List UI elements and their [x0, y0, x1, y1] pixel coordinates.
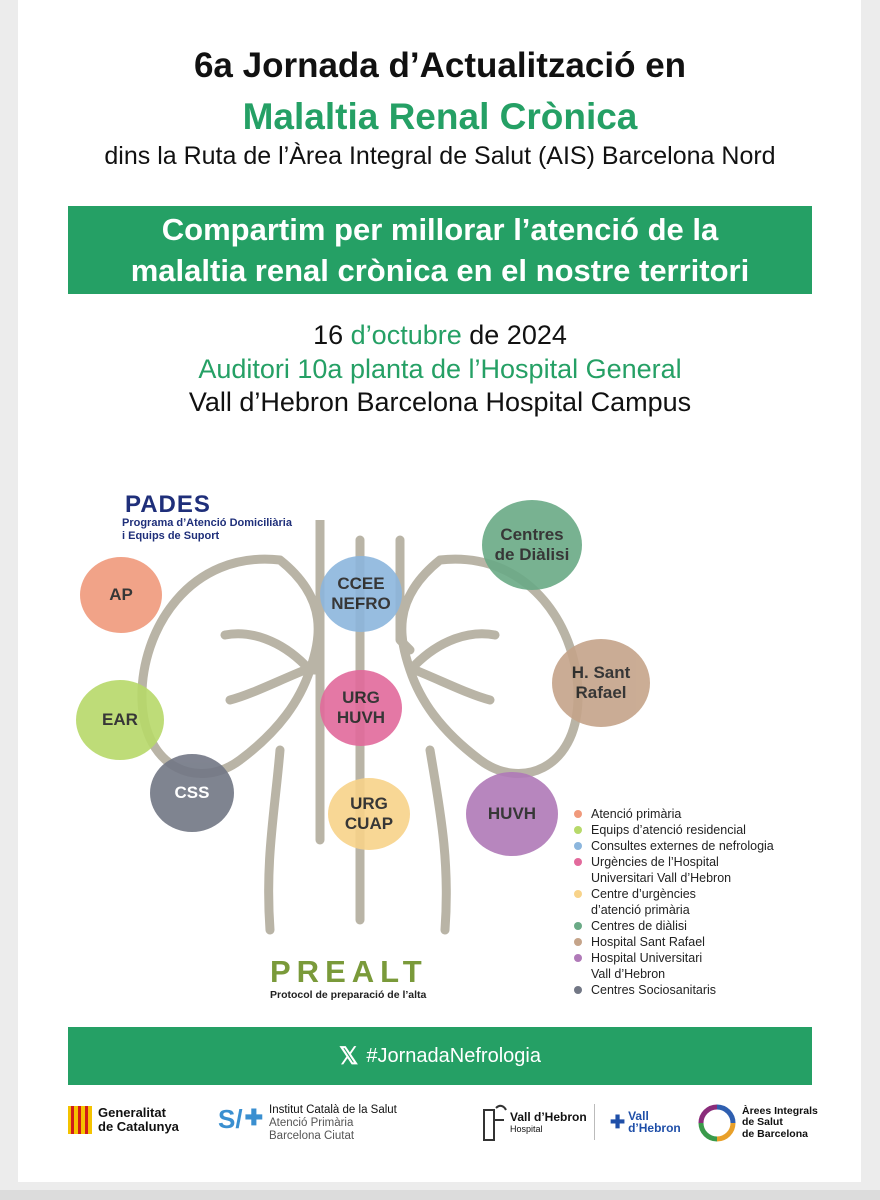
logo-ais-barcelona: [698, 1104, 818, 1142]
prealt-title: PREALT: [270, 954, 428, 989]
legend-item: [574, 838, 814, 854]
page-bottom-edge: [0, 1190, 880, 1200]
node-urg-cuap-label-1: URG: [350, 794, 388, 813]
node-centres-dialisi: [482, 500, 582, 590]
logo-generalitat: [68, 1106, 179, 1134]
node-ccee-label-2: NEFRO: [331, 594, 391, 613]
node-ccee-nefro: [320, 556, 402, 632]
title-line-2: Malaltia Renal Crònica: [242, 96, 638, 137]
legend-label: Urgències de l’Hospital Universitari Vall d’Hebron: [591, 855, 732, 885]
date-day: 16: [313, 320, 344, 350]
node-ear: [76, 680, 164, 760]
pades-title: PADES: [125, 491, 211, 518]
legend-item: [574, 982, 814, 998]
node-css: [150, 754, 234, 832]
legend-label: Centres de diàlisi: [591, 919, 687, 933]
node-urg-huvh-label-1: URG: [342, 688, 380, 707]
vh-hospital-icon: [480, 1102, 508, 1142]
venue-line-1: Auditori 10a planta de l’Hospital General: [198, 354, 682, 384]
legend-item: [574, 950, 814, 982]
node-h-sant-rafael: [552, 639, 650, 727]
ics-line-1: Institut Català de la Salut: [269, 1104, 397, 1116]
legend-item: [574, 806, 814, 822]
hashtag-bar: [68, 1027, 812, 1085]
node-urg-huvh: [320, 670, 402, 746]
node-huvh-label: HUVH: [487, 804, 537, 823]
legend-item: [574, 886, 814, 918]
ics-line-2: Atenció Primària: [269, 1117, 354, 1129]
legend-dot-icon: [574, 954, 582, 962]
event-date: [0, 320, 880, 351]
legend-dot-icon: [574, 858, 582, 866]
legend-label: Consultes externes de nefrologia: [591, 839, 774, 853]
ics-line-3: Barcelona Ciutat: [269, 1130, 355, 1142]
date-year: de 2024: [469, 320, 567, 350]
node-ear-label: EAR: [102, 710, 138, 729]
logo-vall-hebron-campus: [610, 1110, 681, 1134]
node-dialisi-label-1: Centres: [500, 525, 564, 544]
generalitat-line-2: de Catalunya: [98, 1119, 179, 1134]
legend-dot-icon: [574, 986, 582, 994]
legend-dot-icon: [574, 890, 582, 898]
node-sant-rafael-label-2: Rafael: [575, 683, 627, 702]
legend-label: Centre d’urgències d’atenció primària: [591, 887, 696, 917]
ais-line-1: Àrees Integrals: [742, 1104, 818, 1117]
hashtag-text: #JornadaNefrologia: [366, 1044, 541, 1067]
left-kidney-outline: [142, 559, 318, 773]
vh-hospital-line-1: Vall d’Hebron: [510, 1110, 587, 1124]
legend-label: Equips d’atenció residencial: [591, 823, 746, 837]
legend-item: [574, 822, 814, 838]
logo-divider: [594, 1104, 595, 1140]
legend-dot-icon: [574, 810, 582, 818]
vh-campus-cross-icon: ✚: [610, 1111, 626, 1132]
date-month: d’octubre: [350, 320, 462, 350]
generalitat-flag-icon: [68, 1106, 92, 1134]
vh-campus-line-2: d’Hebron: [628, 1121, 681, 1135]
legend-item: [574, 854, 814, 886]
logo-ics: [218, 1104, 397, 1143]
node-ccee-label-1: CCEE: [337, 574, 385, 593]
legend: [574, 806, 814, 998]
legend-dot-icon: [574, 842, 582, 850]
legend-item: [574, 934, 814, 950]
node-sant-rafael-label-1: H. Sant: [571, 663, 631, 682]
title-line-1: 6a Jornada d’Actualització en: [193, 46, 687, 85]
node-urg-cuap-label-2: CUAP: [344, 814, 394, 833]
legend-item: [574, 918, 814, 934]
vh-hospital-line-2: Hospital: [510, 1124, 543, 1134]
node-dialisi-label-2: de Diàlisi: [494, 545, 570, 564]
ais-ring-icon: [698, 1104, 736, 1142]
node-urg-huvh-label-2: HUVH: [336, 708, 386, 727]
logo-vall-hebron-hospital: [480, 1102, 587, 1142]
legend-dot-icon: [574, 938, 582, 946]
pades-subtitle: Programa d’Atenció Domiciliària i Equips de Suport: [122, 517, 292, 542]
legend-label: Atenció primària: [591, 807, 682, 821]
node-css-label: CSS: [174, 783, 210, 802]
motto-line-2: malaltia renal crònica en el nostre territori: [130, 253, 750, 288]
motto-line-1: Compartim per millorar l’atenció de la: [161, 212, 719, 247]
right-kidney-outline: [402, 559, 578, 773]
ais-line-2: de Salut: [742, 1116, 783, 1129]
generalitat-line-1: Generalitat: [98, 1105, 166, 1120]
legend-label: Centres Sociosanitaris: [591, 983, 717, 997]
ics-mark: S/: [218, 1104, 243, 1134]
node-ap-label: AP: [109, 585, 133, 604]
legend-dot-icon: [574, 922, 582, 930]
legend-dot-icon: [574, 826, 582, 834]
vh-campus-line-1: Vall: [628, 1109, 649, 1123]
ais-line-3: de Barcelona: [742, 1127, 808, 1140]
ics-cross-icon: ✚: [244, 1105, 264, 1130]
venue-line-2: Vall d’Hebron Barcelona Hospital Campus: [188, 387, 692, 417]
x-logo-icon: 𝕏: [339, 1042, 359, 1070]
prealt-subtitle: Protocol de preparació de l’alta: [270, 989, 427, 1001]
node-urg-cuap: [328, 778, 410, 850]
node-ap: [80, 557, 162, 633]
motto-banner: [68, 206, 812, 294]
legend-label: Hospital Universitari Vall d’Hebron: [591, 951, 703, 981]
node-huvh: [466, 772, 558, 856]
legend-label: Hospital Sant Rafael: [591, 935, 705, 949]
title-line-3: dins la Ruta de l’Àrea Integral de Salut (AIS) Barcelona Nord: [104, 142, 776, 170]
